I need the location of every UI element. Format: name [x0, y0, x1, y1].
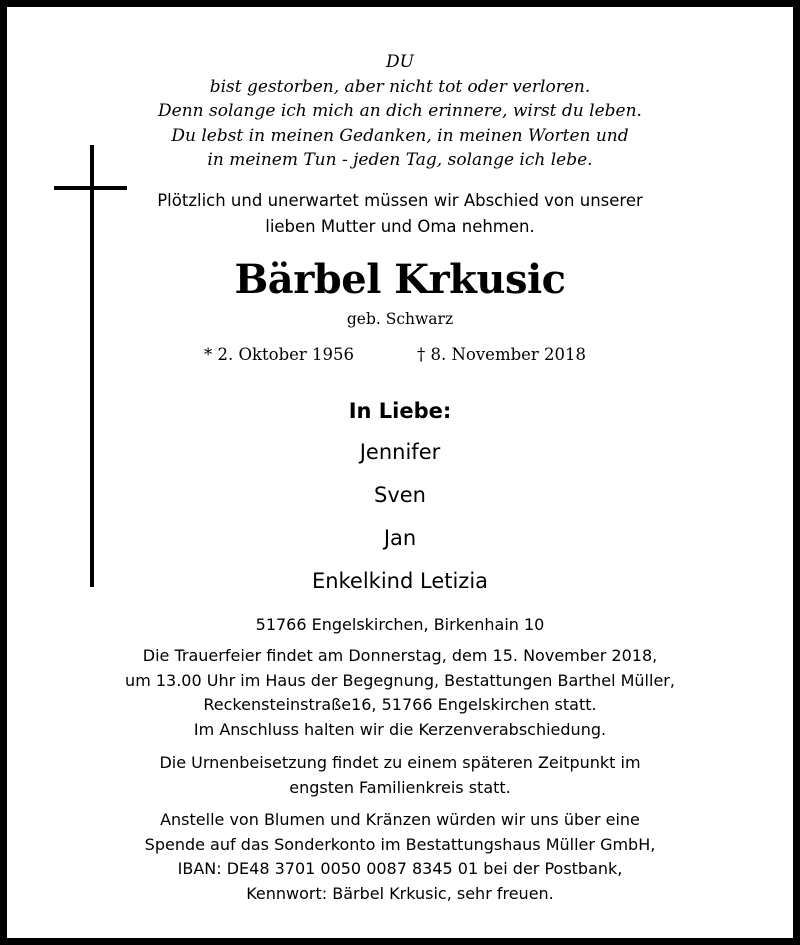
memorial-poem: [7, 50, 793, 173]
deceased-name: Bärbel Krkusic: [234, 256, 566, 303]
donation-line: Spende auf das Sonderkonto im Bestattungshaus Müller GmbH,: [144, 834, 656, 854]
mourner-name: Sven: [374, 483, 426, 507]
urn-burial-note: [7, 751, 793, 800]
urn-line: Die Urnenbeisetzung findet zu einem späteren Zeitpunkt im: [159, 753, 641, 772]
poem-line: bist gestorben, aber nicht tot oder verloren.: [209, 76, 591, 97]
birth-date: * 2. Oktober 1956: [204, 345, 355, 364]
mourners-heading: In Liebe:: [348, 399, 452, 423]
donation-line: Kennwort: Bärbel Krkusic, sehr freuen.: [246, 883, 554, 903]
death-date: † 8. November 2018: [417, 345, 587, 364]
poem-line: in meinem Tun - jeden Tag, solange ich lebe.: [207, 150, 593, 170]
funeral-details: [7, 644, 793, 742]
poem-line: Du lebst in meinen Gedanken, in meinen Worten und: [171, 125, 629, 146]
urn-line: engsten Familienkreis statt.: [289, 777, 511, 797]
announcement-intro: [7, 188, 793, 240]
donation-line: IBAN: DE48 3701 0050 0087 8345 01 bei der Postbank,: [177, 859, 623, 878]
funeral-line: Im Anschluss halten wir die Kerzenverabschiedung.: [193, 719, 607, 739]
family-address: 51766 Engelskirchen, Birkenhain 10: [255, 615, 545, 634]
poem-line: DU: [386, 52, 414, 72]
poem-line: Denn solange ich mich an dich erinnere, wirst du leben.: [158, 101, 642, 121]
mourner-name: Enkelkind Letizia: [311, 569, 489, 593]
funeral-line: um 13.00 Uhr im Haus der Begegnung, Bestattungen Barthel Müller,: [125, 670, 675, 690]
mourner-name: Jennifer: [359, 440, 441, 464]
funeral-line: Reckensteinstraße16, 51766 Engelskirchen statt.: [203, 695, 597, 714]
mourner-name: Jan: [383, 526, 417, 550]
intro-line: lieben Mutter und Oma nehmen.: [265, 217, 535, 236]
maiden-name: geb. Schwarz: [346, 310, 454, 328]
donation-line: Anstelle von Blumen und Kränzen würden wir uns über eine: [160, 810, 640, 829]
intro-line: Plötzlich und unerwartet müssen wir Abschied von unserer: [157, 191, 643, 210]
funeral-line: Die Trauerfeier findet am Donnerstag, dem 15. November 2018,: [142, 646, 658, 665]
donation-request: [7, 808, 793, 906]
